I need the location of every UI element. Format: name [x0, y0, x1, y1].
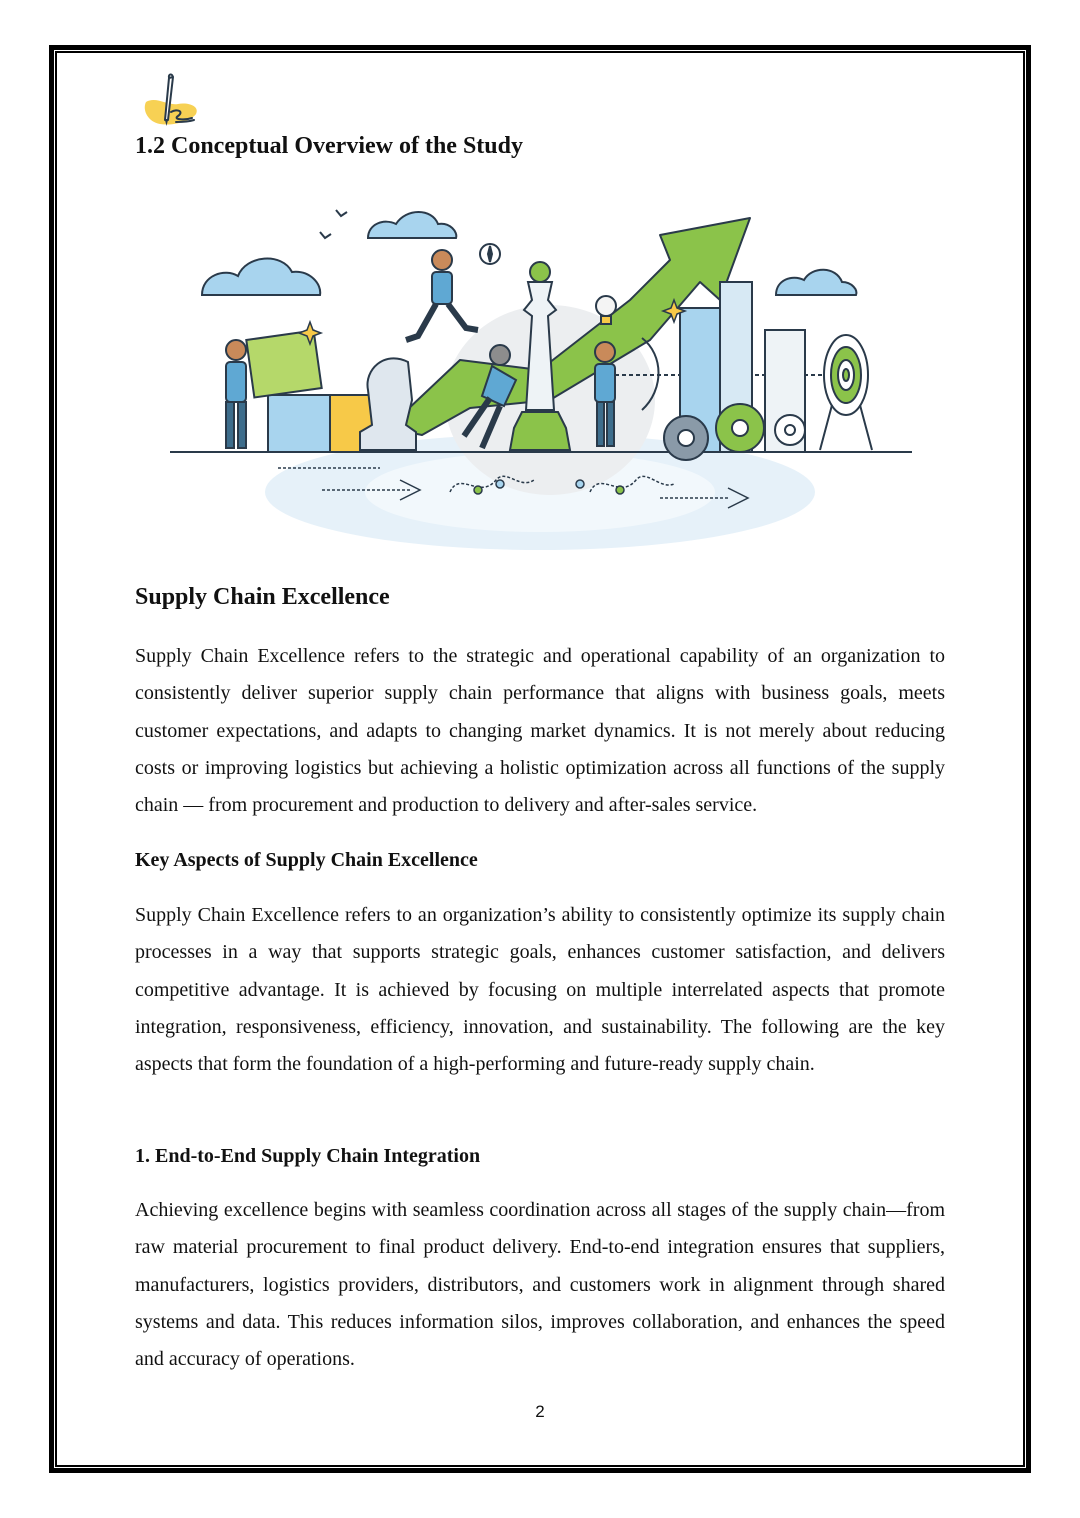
puzzle-pieces — [246, 331, 372, 452]
cloud-left — [202, 259, 320, 295]
cloud-right — [776, 270, 856, 295]
paragraph-intro: Supply Chain Excellence refers to the strategic and operational capability of an organization to consistently deliver superior supply chain performance that aligns with business goals, meets customer expectations, and adapts to changing market dynamics. It is not merely about reducing costs or improving logistics but achieving a holistic optimization across all functions of the supply chain — from procurement and production to delivery and after-sales service. — [135, 645, 945, 817]
section-heading: Supply Chain Excellence — [135, 584, 390, 610]
target-icon — [820, 335, 872, 450]
paragraph-integration: Achieving excellence begins with seamless coordination across all stages of the supply chain—from raw material procurement to final product delivery. End-to-end integration ensures that suppliers, manufacturers, logistics providers, distributors, and customers work in alignment through shared systems and data. This reduces information silos, improves collaboration, and enhances the speed and accuracy of operations. — [135, 1199, 945, 1371]
supply-chain-growth-illustration — [160, 200, 920, 550]
document-title: 1.2 Conceptual Overview of the Study — [135, 133, 523, 159]
cloud-top — [368, 212, 456, 238]
person-climbing — [406, 250, 478, 340]
subheading-key-aspects: Key Aspects of Supply Chain Excellence — [135, 849, 478, 871]
person-puzzle — [226, 340, 246, 448]
paragraph-key-aspects: Supply Chain Excellence refers to an organization’s ability to consistently optimize its supply chain processes in a way that supports strategic goals, enhances customer satisfaction, and delivers competitive advantage. It is achieved by focusing on multiple interrelated aspects that promote integration, responsiveness, efficiency, innovation, and sustainability. The following are the key aspects that form the foundation of a high-performing and future-ready supply chain. — [135, 904, 945, 1076]
page-number: 2 — [535, 1402, 545, 1421]
bird-2 — [336, 210, 347, 216]
bird-1 — [320, 232, 331, 238]
subheading-integration: 1. End-to-End Supply Chain Integration — [135, 1145, 481, 1167]
compass-icon — [480, 244, 500, 264]
pen-writing-icon — [138, 72, 200, 130]
